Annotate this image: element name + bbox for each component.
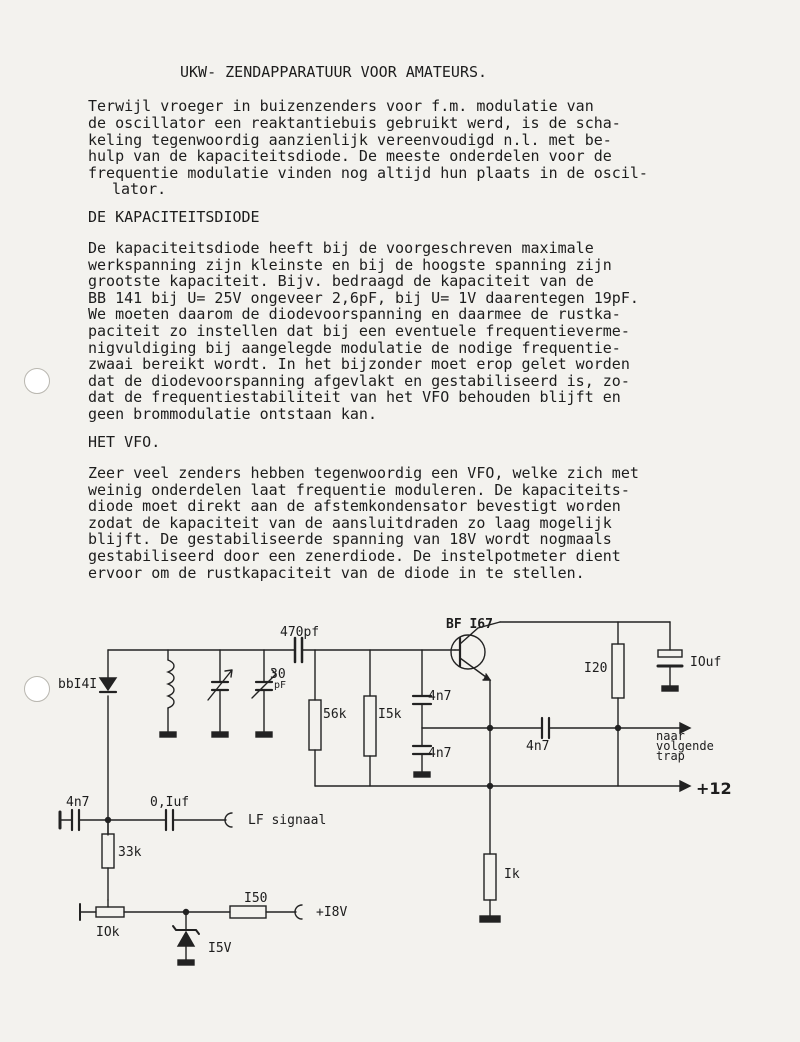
- text-line: BB 141 bij U= 25V ongeveer 2,6pF, bij U= 1V daarentegen 19pF.: [88, 289, 639, 307]
- text-line: werkspanning zijn kleinste en bij de hoogste spanning zijn: [88, 256, 612, 274]
- variable-capacitor: [208, 650, 232, 737]
- label-30: 30: [270, 667, 286, 682]
- label-30-unit: pF: [274, 680, 287, 691]
- resistor-15k: [364, 650, 376, 786]
- text-line: ervoor om de rustkapaciteit van de diode in te stellen.: [88, 564, 585, 582]
- label-volgende: volgende: [656, 739, 714, 753]
- label-supply-12: +12: [696, 779, 732, 798]
- text-line: De kapaciteitsdiode heeft bij de voorgeschreven maximale: [88, 239, 594, 257]
- label-56k: 56k: [323, 707, 347, 722]
- label-470pf: 470pf: [280, 625, 320, 640]
- text-line: weinig onderdelen laat frequentie moduleren. De kapaciteits-: [88, 481, 630, 499]
- capacitor-470pf: [295, 638, 302, 662]
- label-150: I50: [244, 891, 268, 906]
- text-line: hulp van de kapaciteitsdiode. De meeste onderdelen voor de: [88, 147, 612, 165]
- section-heading-kapaciteitsdiode: DE KAPACITEITSDIODE: [88, 208, 260, 226]
- text-line: dat de diodevoorspanning afgevlakt en gestabiliseerd is, zo-: [88, 372, 630, 390]
- text-line: paciteit zo instellen dat bij een eventuele frequentieverme-: [88, 322, 630, 340]
- label-transistor: BF I67: [446, 617, 493, 632]
- resistor-150: [186, 905, 302, 919]
- label-bb141: bbI4I: [58, 677, 98, 692]
- varicap-diode-bb141: [100, 678, 116, 692]
- text-line: blijft. De gestabiliseerde spanning van 18V wordt nogmaals: [88, 530, 612, 548]
- label-trap: trap: [656, 749, 685, 763]
- coil-inductor: [160, 650, 176, 737]
- text-line: Terwijl vroeger in buizenzenders voor f.m. modulatie van: [88, 97, 594, 115]
- section-heading-vfo: HET VFO.: [88, 433, 161, 451]
- punch-hole-top: [24, 368, 50, 394]
- document-title: UKW- ZENDAPPARATUUR VOOR AMATEURS.: [180, 63, 488, 81]
- potentiometer-10k: [80, 900, 186, 920]
- text-line: nigvuldiging bij aangelegde modulatie de nodige frequentie-: [88, 339, 621, 357]
- label-10uf: IOuf: [690, 655, 722, 670]
- text-line: keling tegenwoordig aanzienlijk vereenvoudigd n.l. met be-: [88, 131, 612, 149]
- label-33k: 33k: [118, 845, 142, 860]
- label-4n7-lower: 4n7: [428, 746, 452, 761]
- capacitor-10uf: [658, 622, 682, 691]
- text-line: zwaai bereikt wordt. In het bijzonder moet erop gelet worden: [88, 355, 630, 373]
- text-line: frequentie modulatie vinden nog altijd hun plaats in de oscil-: [88, 164, 648, 182]
- label-4n7-left: 4n7: [66, 795, 90, 810]
- text-line: Zeer veel zenders hebben tegenwoordig een VFO, welke zich met: [88, 464, 639, 482]
- capacitor-0-1uf: [108, 810, 232, 830]
- label-15v: I5V: [208, 941, 232, 956]
- text-line: We moeten daarom de diodevoorspanning en daarmee de rustka-: [88, 305, 621, 323]
- zener-diode-15v: [173, 912, 199, 965]
- text-line: geen brommodulatie ontstaan kan.: [88, 405, 377, 423]
- label-10k: IOk: [96, 925, 120, 940]
- resistor-1k: [480, 854, 500, 922]
- text-line: diode moet direkt aan de afstemkondensator bevestigt worden: [88, 497, 621, 515]
- label-0-1uf: 0,Iuf: [150, 795, 190, 810]
- resistor-56k: [309, 650, 321, 786]
- resistor-33k: [102, 820, 114, 900]
- label-15k: I5k: [378, 707, 402, 722]
- text-line: zodat de kapaciteit van de aansluitdraden zo laag mogelijk: [88, 514, 612, 532]
- trimmer-capacitor-30pf: [252, 650, 276, 737]
- resistor-120: [612, 622, 624, 786]
- capacitor-4n7-left: [60, 810, 108, 830]
- label-1k: Ik: [504, 867, 520, 882]
- label-r120: I20: [584, 661, 608, 676]
- label-4n7-output: 4n7: [526, 739, 550, 754]
- label-4n7-upper: 4n7: [428, 689, 452, 704]
- label-lf-signaal: LF signaal: [248, 813, 327, 828]
- label-naar: naar: [656, 729, 685, 743]
- text-line: lator.: [112, 180, 167, 198]
- vfo-circuit-schematic: [0, 600, 800, 980]
- text-line: dat de frequentiestabiliteit van het VFO behouden blijft en: [88, 388, 621, 406]
- text-line: gestabiliseerd door een zenerdiode. De instelpotmeter dient: [88, 547, 621, 565]
- text-line: grootste kapaciteit. Bijv. bedraagd de kapaciteit van de: [88, 272, 594, 290]
- text-line: de oscillator een reaktantiebuis gebruikt werd, is de scha-: [88, 114, 621, 132]
- label-supply-18: +I8V: [316, 905, 348, 920]
